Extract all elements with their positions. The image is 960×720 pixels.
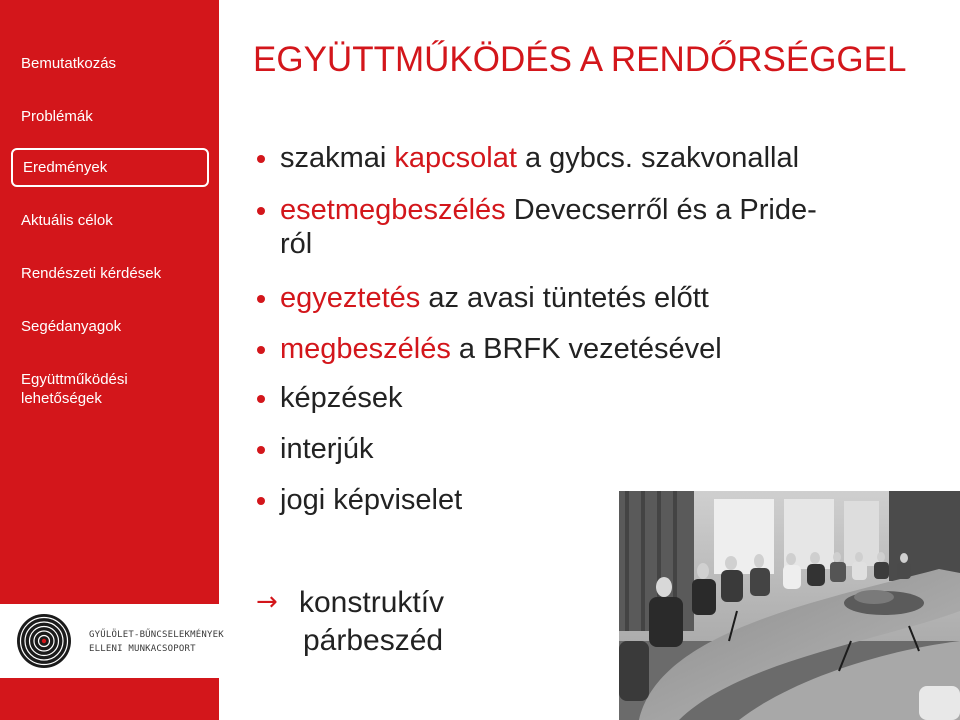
sidebar-item-eredmenyek[interactable]: Eredmények xyxy=(11,148,209,187)
bullet-dot-icon xyxy=(257,207,265,215)
bullet-text: a BRFK vezetésével xyxy=(450,333,722,365)
bullet-dot-icon xyxy=(257,155,265,163)
bullet-dot-icon xyxy=(257,395,265,403)
bullet-dot-icon xyxy=(257,295,265,303)
conclusion-line-1: konstruktív xyxy=(299,586,445,619)
bullet-dot-icon xyxy=(257,497,265,505)
bullet-highlight: esetmegbeszélés xyxy=(280,194,506,226)
meeting-photo xyxy=(619,491,960,720)
bullet-highlight: egyeztetés xyxy=(280,282,421,314)
bullet-highlight: megbeszélés xyxy=(280,333,451,365)
logo-line-2: ELLENI MUNKACSOPORT xyxy=(89,644,196,654)
bullet-text: jogi képviselet xyxy=(280,484,463,516)
bullet-dot-icon xyxy=(257,346,265,354)
sidebar-nav xyxy=(0,0,224,720)
conclusion-text xyxy=(299,584,499,660)
conclusion-line-2: párbeszéd xyxy=(303,624,444,657)
sidebar-item-segedanyagok[interactable]: Segédanyagok xyxy=(21,318,122,335)
bullet-highlight: kapcsolat xyxy=(394,142,517,174)
slide-title: EGYÜTTMŰKÖDÉS A RENDŐRSÉGGEL xyxy=(253,40,907,79)
right-arrow-icon: → xyxy=(256,587,278,617)
bullet-text: képzések xyxy=(280,382,403,414)
bullet-text: Devecserről és a Pride-ról xyxy=(280,194,817,260)
logo-wordmark xyxy=(89,628,224,656)
concentric-circles-logo-icon xyxy=(16,613,72,669)
logo-band xyxy=(0,604,224,678)
logo-line-1: GYŰLÖLET-BŰNCSELEKMÉNYEK xyxy=(89,630,224,640)
sidebar-item-bemutatkozas[interactable]: Bemutatkozás xyxy=(21,55,117,72)
bullet-text: a gybcs. szakvonallal xyxy=(516,142,800,174)
bullet-text: az avasi tüntetés előtt xyxy=(420,282,709,314)
meeting-photo-illustration xyxy=(619,491,960,720)
bullet-text: szakmai xyxy=(280,142,395,174)
sidebar-item-egyuttmukodesi-lehetosegek[interactable]: Együttműködési lehetőségek xyxy=(21,371,128,407)
sidebar-item-problemak[interactable]: Problémák xyxy=(21,108,93,125)
sidebar-item-rendeszeti-kerdesek[interactable]: Rendészeti kérdések xyxy=(21,265,162,282)
bullet-text: interjúk xyxy=(280,433,374,465)
sidebar-item-aktualis-celok[interactable]: Aktuális célok xyxy=(21,212,113,229)
bullet-dot-icon xyxy=(257,446,265,454)
